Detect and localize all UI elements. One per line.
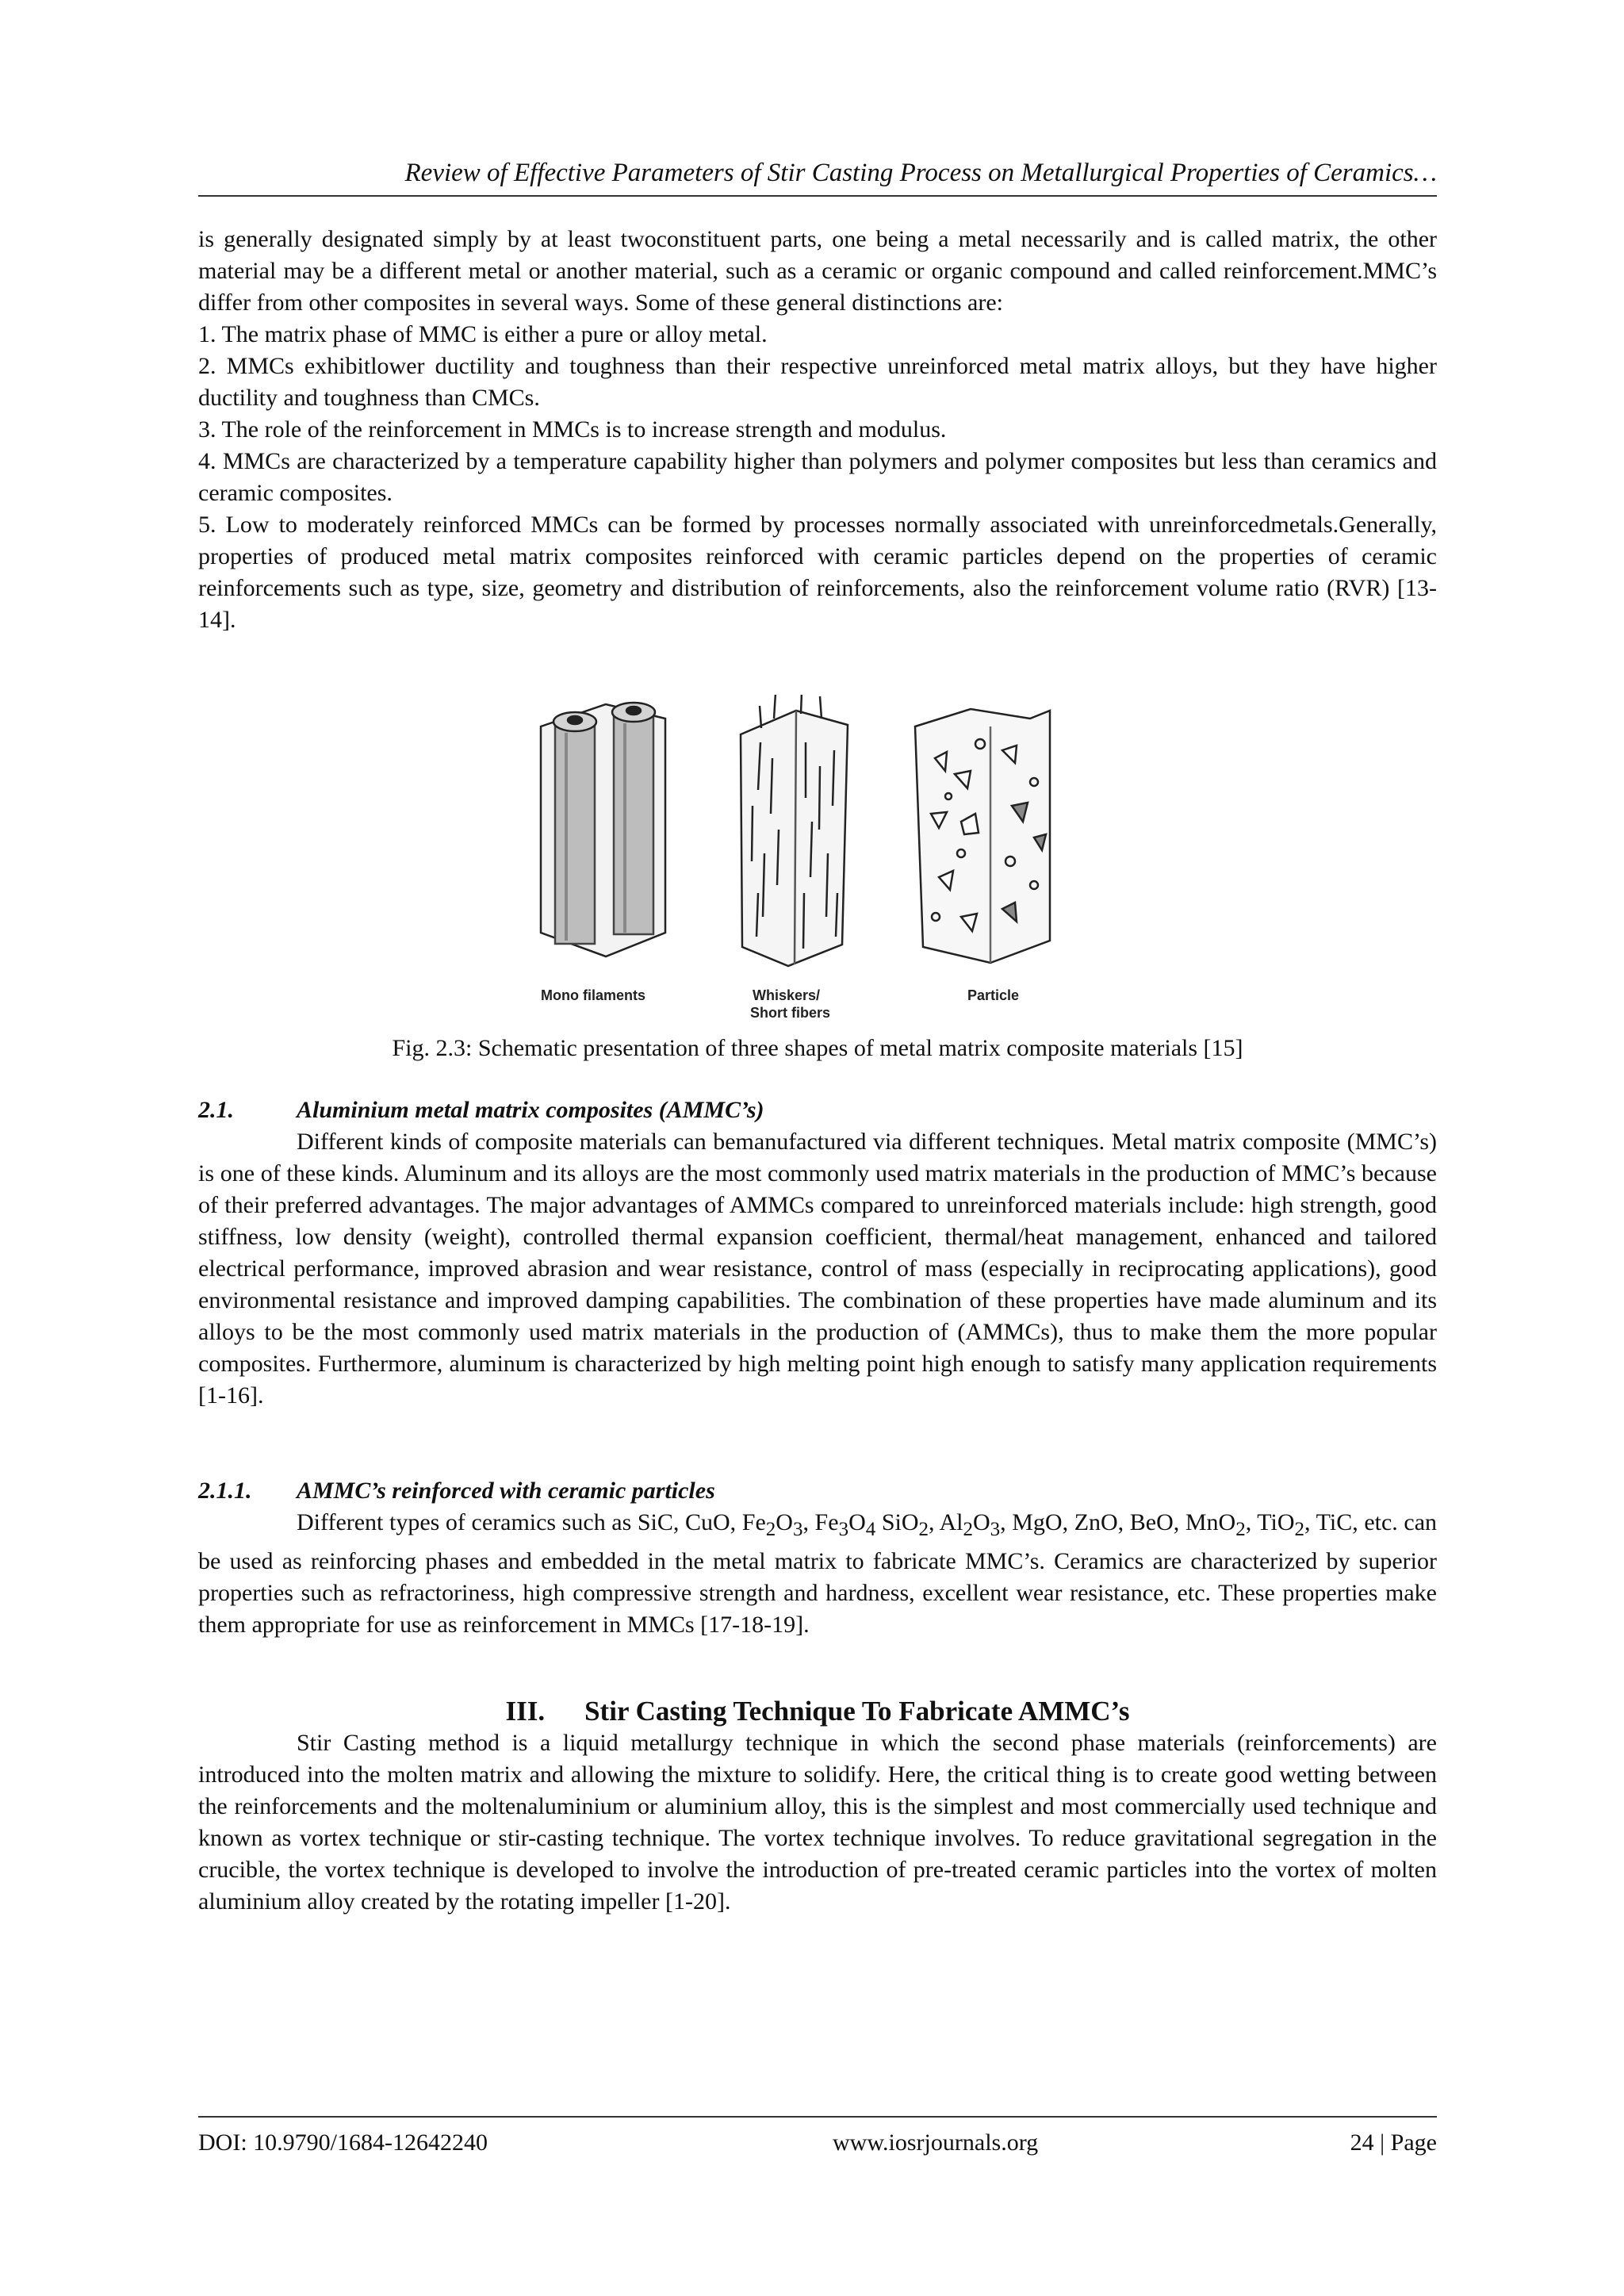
footer-website: www.iosrjournals.org — [833, 2129, 1039, 2156]
list-item: 2. MMCs exhibitlower ductility and toughness than their respective unreinforced metal matrix alloys, but they have higher ductility and toughness than CMCs. — [198, 353, 1437, 411]
section-number: 2.1.1. — [198, 1478, 252, 1504]
label-particle: Particle — [967, 987, 1020, 1003]
section-2-1-1-body — [198, 1507, 1437, 1641]
section-paragraph: Stir Casting method is a liquid metallurgy technique in which the second phase materials (reinforcements) are introduced into the molten matrix and allowing the mixture to solidify. Here, the critical thing is to create good wetting between the reinforcements and the moltenaluminium or aluminium alloy, this is the simplest and most commercially used technique and known as vortex technique or stir-casting technique. The vortex technique involves. To reduce gravitational segregation in the crucible, the vortex technique is developed to involve the introduction of pre-treated ceramic particles into the vortex of molten aluminium alloy created by the rotating impeller [1-20]. — [198, 1730, 1437, 1915]
section-heading-3 — [198, 1694, 1437, 1729]
section-paragraph: Different types of ceramics such as SiC, CuO, $Fe_2O_3$, $Fe_3O_4$ SiO$_2$, $Al_2O_3$, MgO, ZnO, BeO, MnO$_2$, TiO$_2$, TiC, etc. can be used as reinforcing phases and embedded in the metal matrix to fabricate MMC’s. Ceramics are characterized by superior properties such as refractoriness, high compressive strength and hardness, excellent wear resistance, etc. These properties make them appropriate for use as reinforcement in MMCs [17-18-19]. — [198, 1509, 1438, 1638]
intro-section — [198, 224, 1437, 636]
figure-caption: Fig. 2.3: Schematic presentation of three shapes of metal matrix composite materials [15] — [392, 1035, 1243, 1061]
section-number: III. — [505, 1696, 546, 1727]
section-number: 2.1. — [198, 1097, 234, 1123]
section-heading-2-1 — [198, 1094, 1437, 1126]
running-head: Review of Effective Parameters of Stir Casting Process on Metallurgical Properties of Ceramics… — [404, 159, 1437, 187]
section-3-body — [198, 1727, 1437, 1918]
particle-drawing — [915, 709, 1050, 963]
section-title: Aluminium metal matrix composites (AMMC’s) — [297, 1097, 764, 1123]
whiskers-drawing — [741, 695, 848, 966]
list-item: 5. Low to moderately reinforced MMCs can be formed by processes normally associated with unreinforcedmetals.Generally, properties of produced metal matrix composites reinforced with ceramic particles depend on the properties of ceramic reinforcements such as type, size, geometry and distribution of reinforcements, also the reinforcement volume ratio (RVR) [13-14]. — [198, 512, 1437, 633]
section-heading-2-1-1 — [198, 1475, 1437, 1507]
label-mono-filaments: Mono filaments — [541, 987, 646, 1003]
footer-rule — [198, 2116, 1437, 2118]
section-title: AMMC’s reinforced with ceramic particles — [297, 1478, 715, 1504]
list-item: 1. The matrix phase of MMC is either a pure or alloy metal. — [198, 321, 768, 347]
list-item: 4. MMCs are characterized by a temperature capability higher than polymers and polymer composites but less than ceramics and ceramic composites. — [198, 448, 1437, 506]
section-title: Stir Casting Technique To Fabricate AMMC’s — [584, 1696, 1130, 1727]
section-paragraph: Different kinds of composite materials can bemanufactured via different techniques. Metal matrix composite (MMC’s) is one of these kinds. Aluminum and its alloys are the most commonly used matrix materials in the production of MMC’s because of their preferred advantages. The major advantages of AMMCs compared to unreinforced materials include: high strength, good stiffness, low density (weight), controlled thermal expansion coefficient, thermal/heat management, enhanced and tailored electrical performance, improved abrasion and wear resistance, control of mass (especially in reciprocating applications), good environmental resistance and improved damping capabilities. The combination of these properties have made aluminum and its alloys to be the most commonly used matrix materials in the production of (AMMCs), thus to make them the more popular composites. Furthermore, aluminum is characterized by high melting point high enough to satisfy many application requirements [1-16]. — [198, 1129, 1437, 1409]
mono-filaments-drawing — [541, 703, 665, 956]
footer-page-number: 24 | Page — [1350, 2129, 1437, 2156]
label-short-fibers: Short fibers — [750, 1005, 831, 1021]
header-rule — [198, 195, 1437, 197]
section-2-1-body — [198, 1126, 1437, 1412]
composite-shapes-figure — [527, 695, 1120, 1028]
label-whiskers: Whiskers/ — [753, 987, 821, 1003]
list-item: 3. The role of the reinforcement in MMCs is to increase strength and modulus. — [198, 416, 947, 443]
intro-paragraph: is generally designated simply by at least twoconstituent parts, one being a metal necessarily and is called matrix, the other material may be a different metal or another material, such as a ceramic or organic compound and called reinforcement.MMC’s differ from other composites in several ways. Some of these general distinctions are: — [198, 226, 1437, 316]
footer-doi: DOI: 10.9790/1684-12642240 — [198, 2129, 488, 2156]
